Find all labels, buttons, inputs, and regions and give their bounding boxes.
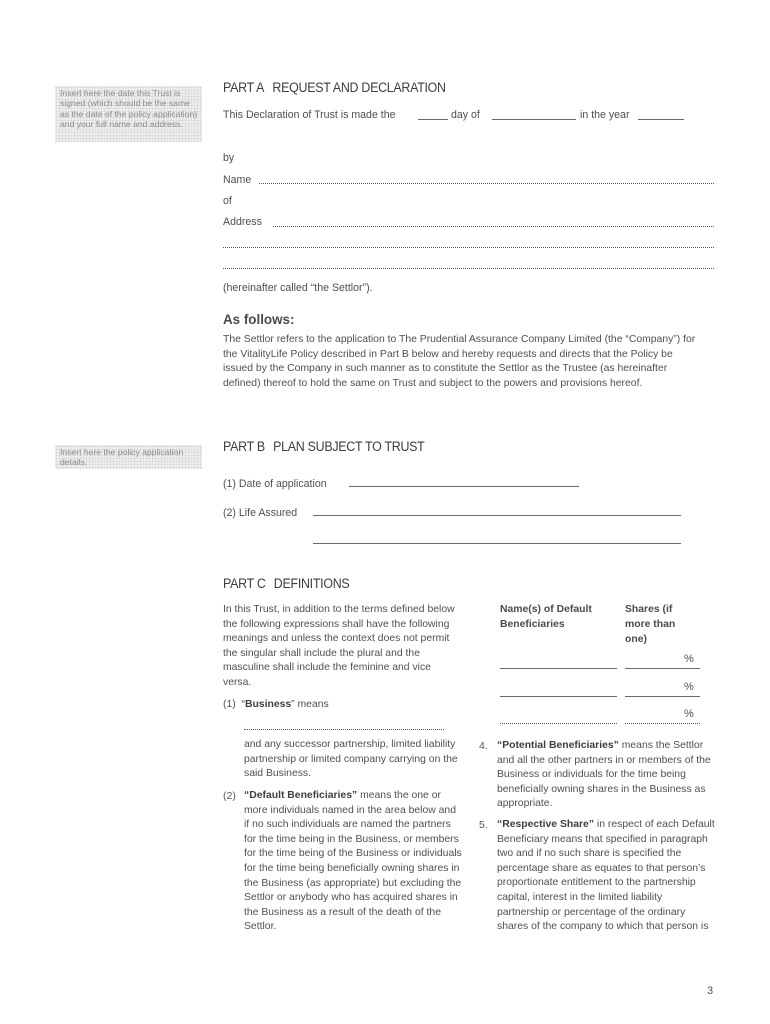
side-note-part-a: Insert here the date this Trust is signed (which should be the same as the date of the policy application) and your full name and address. — [55, 86, 202, 142]
as-follows-heading: As follows: — [223, 312, 295, 327]
potential-beneficiaries-term: “Potential Beneficiaries” — [497, 740, 619, 751]
declaration-date-prefix: This Declaration of Trust is made the — [223, 109, 396, 121]
name-label: Name — [223, 174, 252, 186]
part-a-code: PART A — [223, 80, 265, 95]
definitions-intro: In this Trust, in addition to the terms defined below the following expressions shall have the following meanings and unless the context does not permit the singular shall include the plural and the masculine shall include the feminine and vice versa. — [223, 604, 455, 688]
beneficiary-share-field-2[interactable] — [625, 696, 700, 697]
potential-beneficiaries-text: means the Settlor and all the other partners in or members of the Business or individuals for the time being beneficially owning shares in the Business as appropriate. — [497, 740, 711, 810]
business-continuation: and any successor partnership, limited liability partnership or limited company carrying on the said Business. — [244, 739, 458, 780]
definition-1-number: (1) — [223, 699, 236, 710]
default-beneficiaries-text: means the one or more individuals named in the area below and if no such individuals are named the partners for the time being in the Business, or members for the time being of the Business or individuals for the time being beneficially owning shares in the Business (as appropriate) but excluding the Settlor or anybody who has acquired shares in the Business as a result of the death of the Settlor. — [244, 790, 462, 933]
by-label: by — [223, 152, 235, 164]
business-field[interactable] — [244, 729, 444, 730]
settlor-note: (hereinafter called “the Settlor”). — [223, 282, 373, 294]
beneficiary-name-field-3[interactable] — [500, 723, 617, 724]
part-b-code: PART B — [223, 439, 265, 454]
date-of-application-label: (1) Date of application — [223, 478, 327, 490]
address-field-line-3[interactable] — [223, 268, 714, 269]
definition-4-number: 4. — [479, 740, 488, 752]
respective-share-term: “Respective Share” — [497, 819, 595, 830]
respective-share-text: in respect of each Default Beneficiary means that specified in paragraph two and if no such share is specified the percentage share as equates to that person’s proportionate entitlement to the partnership capital, interest in the limited liability partnership or percentage of the ordinary shares of the company to which that person is — [497, 819, 715, 933]
default-beneficiaries-term: “Default Beneficiaries” — [244, 790, 358, 801]
part-b-title: PLAN SUBJECT TO TRUST — [273, 439, 425, 454]
part-c-heading — [223, 576, 349, 591]
year-field[interactable] — [638, 119, 684, 120]
address-field-line-1[interactable] — [273, 226, 714, 227]
definition-potential-beneficiaries — [497, 739, 715, 812]
part-a-title: REQUEST AND DECLARATION — [272, 80, 446, 95]
beneficiary-share-field-3[interactable] — [625, 723, 700, 724]
page-number: 3 — [707, 985, 714, 997]
definition-business — [223, 698, 463, 713]
day-of-label: day of — [451, 109, 480, 121]
life-assured-field-1[interactable] — [313, 515, 681, 516]
part-a-heading — [223, 80, 446, 95]
life-assured-field-2[interactable] — [313, 543, 681, 544]
beneficiary-share-field-1[interactable] — [625, 668, 700, 669]
business-term: Business — [244, 699, 292, 710]
date-of-application-field[interactable] — [349, 486, 579, 487]
definition-2-number: (2) — [223, 790, 236, 802]
part-c-code: PART C — [223, 576, 266, 591]
definition-5-number: 5. — [479, 819, 488, 831]
definition-default-beneficiaries — [244, 789, 464, 935]
side-note-part-b: Insert here the policy application details. — [55, 445, 202, 469]
month-field[interactable] — [492, 119, 576, 120]
beneficiary-name-field-1[interactable] — [500, 668, 617, 669]
definition-respective-share — [497, 818, 717, 935]
percent-sign-1: % — [684, 653, 694, 665]
beneficiaries-name-header: Name(s) of Default Beneficiaries — [500, 604, 592, 630]
part-c-title: DEFINITIONS — [273, 576, 350, 591]
beneficiary-name-field-2[interactable] — [500, 696, 617, 697]
part-b-heading — [223, 439, 424, 454]
percent-sign-3: % — [684, 708, 694, 720]
life-assured-label: (2) Life Assured — [223, 507, 298, 519]
as-follows-text: The Settlor refers to the application to The Prudential Assurance Company Limited (the “Company”) for the VitalityLife Policy described in Part B below and hereby requests and directs that the Policy be issued by the Company in such manner as to constitute the Settlor as the Trustee (as hereinafter defined) thereof to hold the same on Trust and subject to the powers and provisions hereof. — [223, 334, 696, 389]
of-label: of — [223, 195, 232, 207]
address-field-line-2[interactable] — [223, 247, 714, 248]
beneficiaries-shares-header: Shares (if more than one) — [625, 604, 676, 645]
address-label: Address — [223, 216, 262, 228]
business-means: ” means — [291, 699, 329, 710]
day-field[interactable] — [418, 119, 448, 120]
name-field[interactable] — [259, 183, 714, 184]
business-open-quote: “ — [241, 699, 245, 710]
percent-sign-2: % — [684, 681, 694, 693]
in-the-year-label: in the year — [580, 109, 630, 121]
